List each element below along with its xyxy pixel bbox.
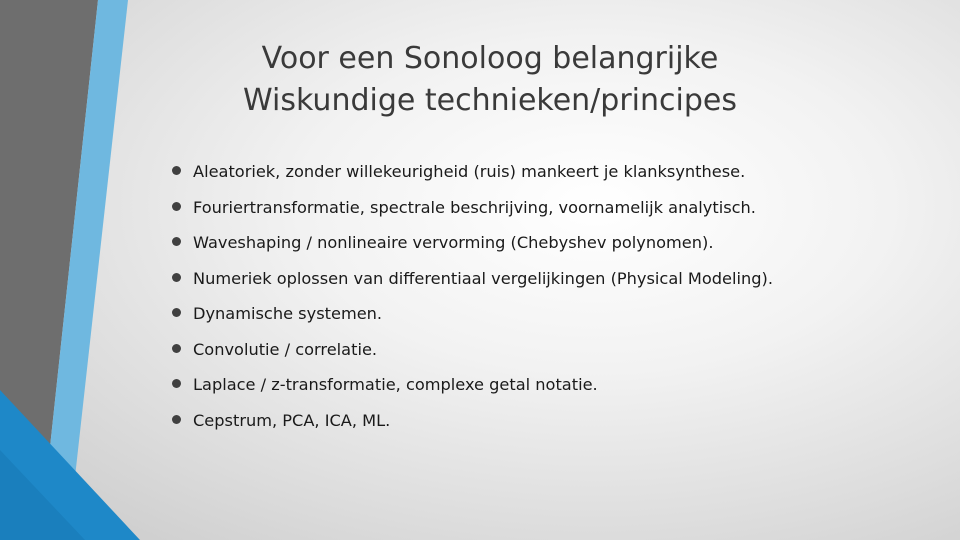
bullet-dot-icon — [172, 202, 181, 211]
bullet-dot-icon — [172, 415, 181, 424]
slide-title — [180, 38, 800, 122]
bullet-dot-icon — [172, 166, 181, 175]
title-line-1: Voor een Sonoloog belangrijke — [261, 41, 719, 77]
bullet-dot-icon — [172, 344, 181, 353]
bullet-text: Fouriertransformatie, spectrale beschrijving, voornamelijk analytisch. — [193, 197, 756, 217]
bullet-text: Dynamische systemen. — [193, 304, 383, 323]
bullet-text: Aleatoriek, zonder willekeurigheid (ruis) mankeert je klanksynthese. — [193, 162, 746, 181]
bullet-text: Cepstrum, PCA, ICA, ML. — [193, 410, 391, 430]
bullet-text: Convolutie / correlatie. — [193, 339, 378, 359]
bullet-dot-icon — [172, 379, 181, 388]
bullet-text: Numeriek oplossen van differentiaal vergelijkingen (Physical Modeling). — [193, 268, 773, 288]
bullet-dot-icon — [172, 237, 181, 246]
bullet-dot-icon — [172, 308, 181, 317]
title-line-2: Wiskundige technieken/principes — [243, 83, 737, 119]
bullet-text: Waveshaping / nonlineaire vervorming (Chebyshev polynomen). — [193, 233, 714, 252]
bullet-text: Laplace / z-transformatie, complexe getal notatie. — [193, 375, 598, 394]
bullet-dot-icon — [172, 273, 181, 282]
